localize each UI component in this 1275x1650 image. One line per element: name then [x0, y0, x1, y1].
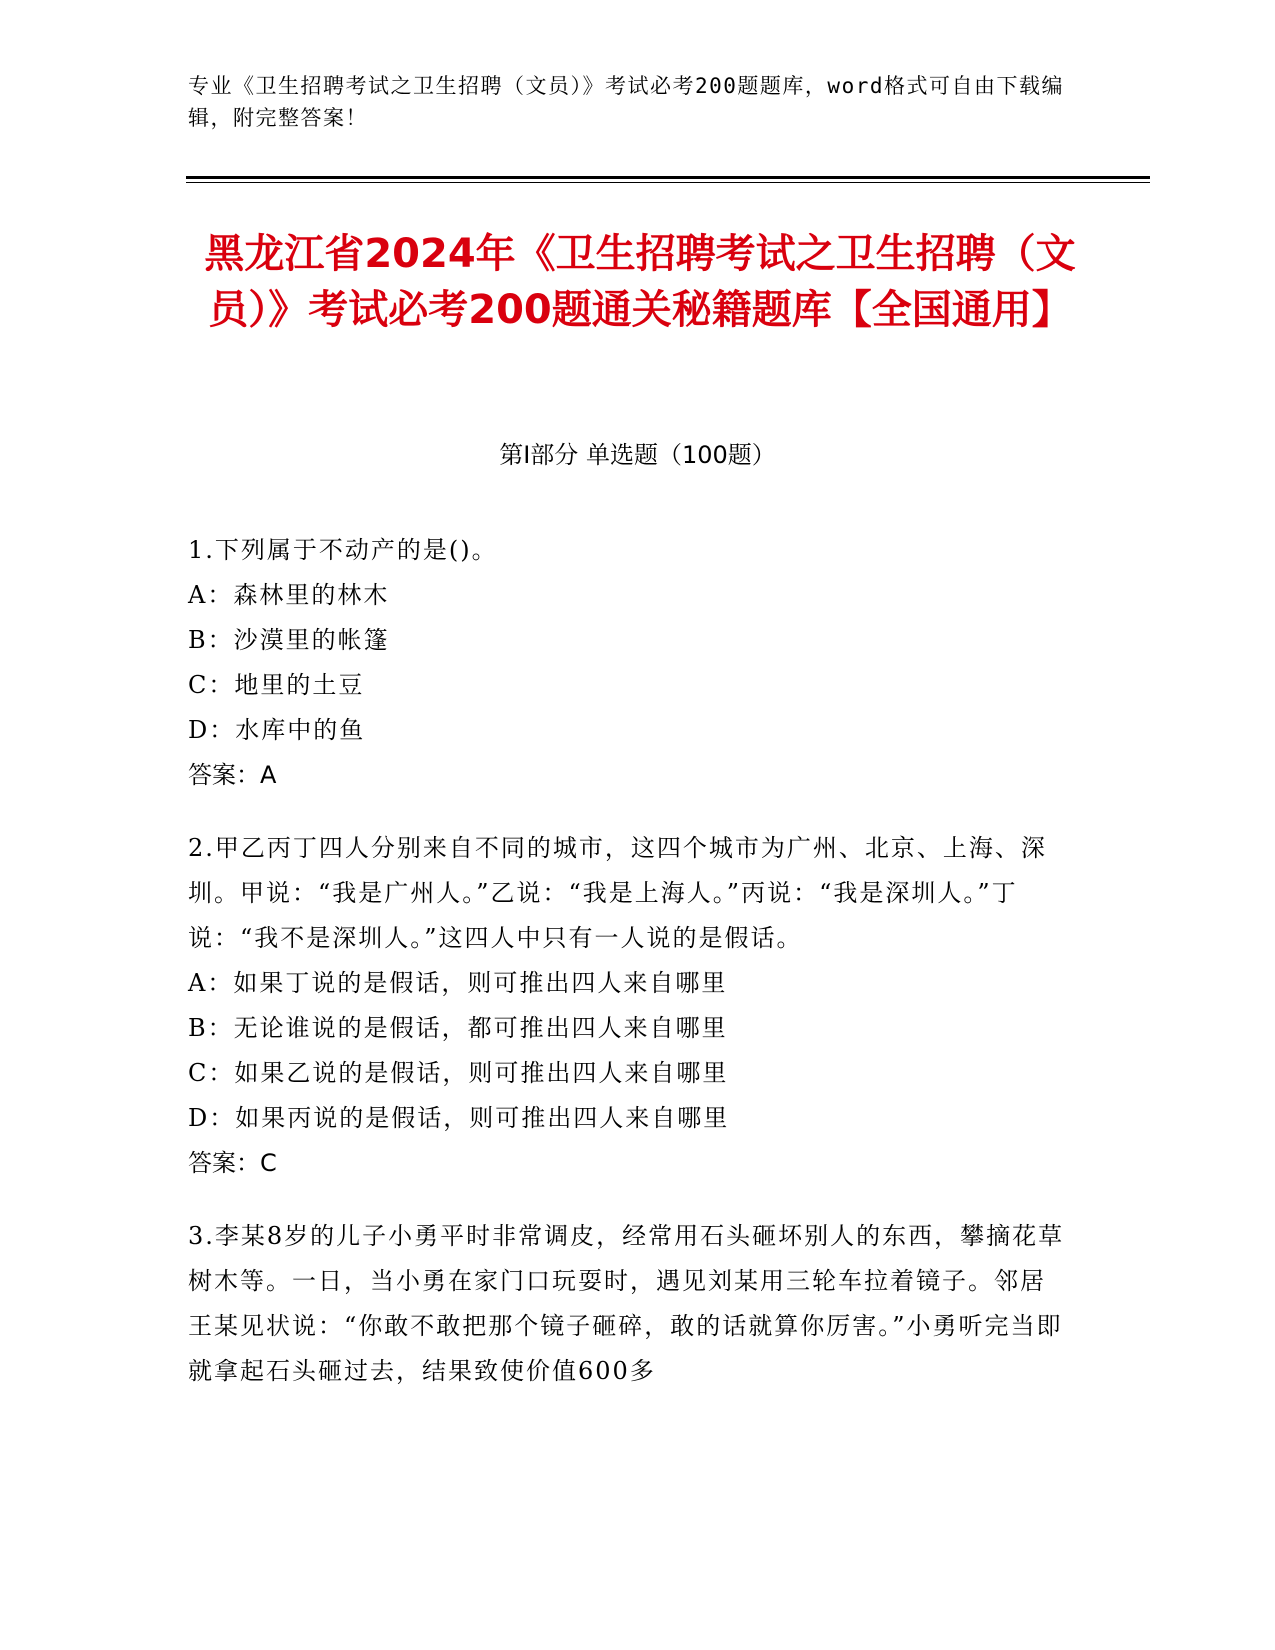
answer: 答案：A — [188, 761, 277, 789]
header-rule-thin — [186, 182, 1150, 183]
question-2 — [188, 826, 1068, 1186]
section-heading: 第Ⅰ部分 单选题（100题） — [499, 441, 776, 469]
option-c: C：如果乙说的是假话，则可推出四人来自哪里 — [188, 1059, 729, 1087]
document-title: 黑龙江省2024年《卫生招聘考试之卫生招聘（文员）》考试必考200题通关秘籍题库【全国通用】 — [204, 231, 1076, 333]
question-stem: 1.下列属于不动产的是()。 — [188, 536, 498, 564]
option-c: C：地里的土豆 — [188, 671, 365, 699]
header-rule-thick — [186, 176, 1150, 179]
question-stem: 2.甲乙丙丁四人分别来自不同的城市，这四个城市为广州、北京、上海、深圳。甲说：“我是广州人。”乙说：“我是上海人。”丙说：“我是深圳人。”丁说：“我不是深圳人。”这四人中只有一人说的是假话。 — [188, 834, 1047, 952]
option-d: D：如果丙说的是假话，则可推出四人来自哪里 — [188, 1104, 730, 1132]
question-stem: 3.李某8岁的儿子小勇平时非常调皮，经常用石头砸坏别人的东西，攀摘花草树木等。一日，当小勇在家门口玩耍时，遇见刘某用三轮车拉着镜子。邻居王某见状说：“你敢不敢把那个镜子砸碎，敢的话就算你厉害。”小勇听完当即就拿起石头砸过去，结果致使价值600多 — [188, 1222, 1065, 1385]
question-list — [188, 528, 1068, 1422]
question-3 — [188, 1214, 1068, 1394]
option-a: A：如果丁说的是假话，则可推出四人来自哪里 — [188, 969, 728, 997]
option-a: A：森林里的林木 — [188, 581, 390, 609]
option-d: D：水库中的鱼 — [188, 716, 366, 744]
question-1 — [188, 528, 1068, 798]
option-b: B：无论谁说的是假话，都可推出四人来自哪里 — [188, 1014, 728, 1042]
option-b: B：沙漠里的帐篷 — [188, 626, 390, 654]
answer: 答案：C — [188, 1149, 277, 1177]
header-note: 专业《卫生招聘考试之卫生招聘（文员）》考试必考200题题库，word格式可自由下载编辑，附完整答案！ — [188, 74, 1064, 130]
